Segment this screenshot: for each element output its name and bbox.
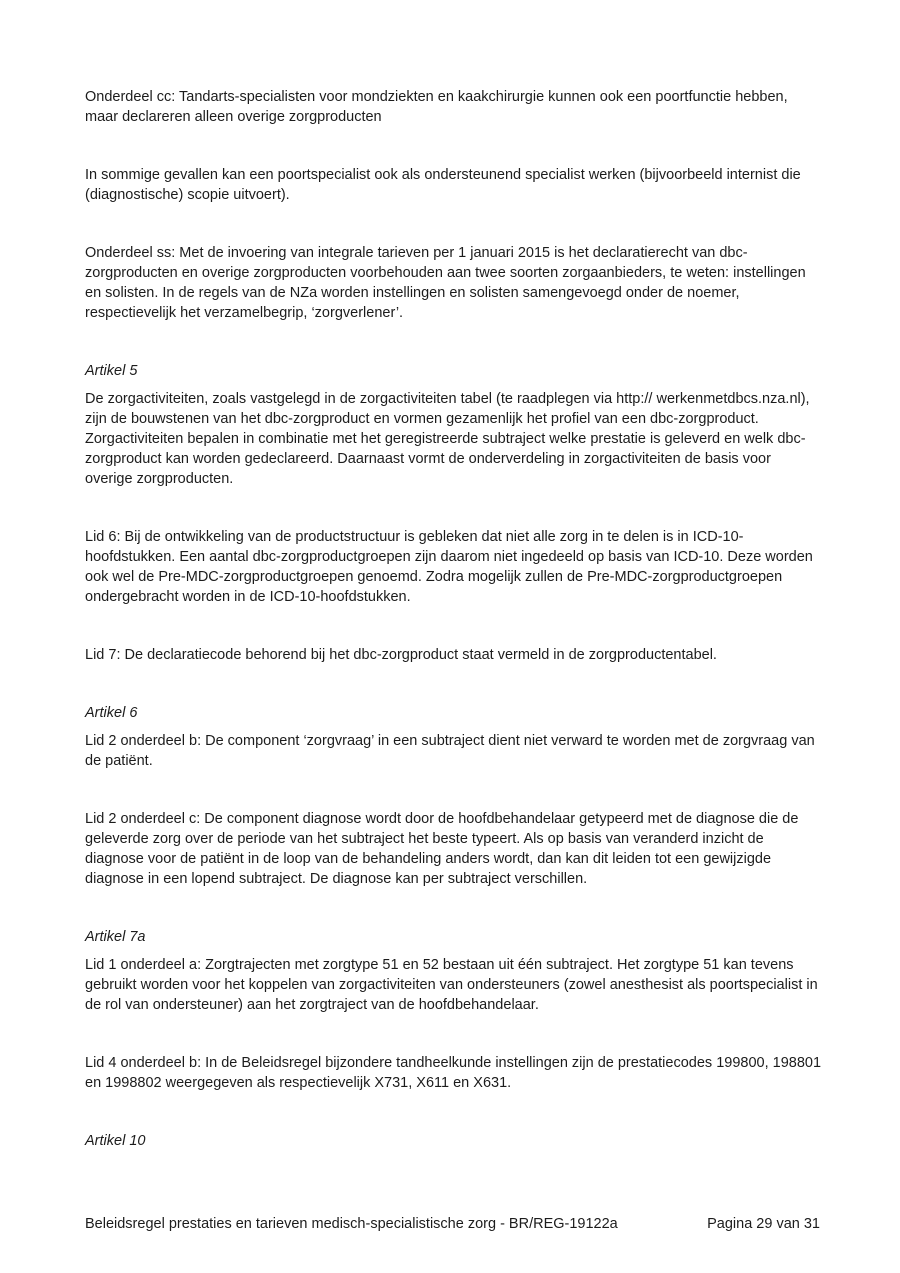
paragraph-lid-1-onderdeel-a: Lid 1 onderdeel a: Zorgtrajecten met zorgtype 51 en 52 bestaan uit één subtraject. Het zorgtype 51 kan tevens gebruikt worden voor het koppelen van zorgactiviteiten van ondersteuners (zowel anesthesist als poortspecialist in de rol van ondersteuner) aan het zorgtraject van de hoofdbehandelaar. [85, 957, 818, 1013]
page-footer [85, 1214, 820, 1234]
footer-page-number: Pagina 29 van 31 [707, 1216, 820, 1232]
footer-document-title: Beleidsregel prestaties en tarieven medisch-specialistische zorg - BR/REG-19122a [85, 1216, 618, 1232]
heading-artikel-10: Artikel 10 [85, 1133, 146, 1149]
paragraph-onderdeel-ss: Onderdeel ss: Met de invoering van integrale tarieven per 1 januari 2015 is het declaratierecht van dbc-zorgproducten en overige zorgproducten voorbehouden aan twee soorten zorgaanbieders, te weten: instellingen en solisten. In de regels van de NZa worden instellingen en solisten samengevoegd onder de noemer, respectievelijk het verzamelbegrip, ‘zorgverlener’. [85, 245, 806, 321]
heading-artikel-7a: Artikel 7a [85, 929, 146, 945]
paragraph-lid-4-onderdeel-b: Lid 4 onderdeel b: In de Beleidsregel bijzondere tandheelkunde instellingen zijn de prestatiecodes 199800, 198801 en 1998802 weergegeven als respectievelijk X731, X611 en X631. [85, 1055, 822, 1091]
heading-artikel-5: Artikel 5 [85, 363, 138, 379]
paragraph-lid-2-onderdeel-c: Lid 2 onderdeel c: De component diagnose wordt door de hoofdbehandelaar getypeerd met de diagnose die de geleverde zorg over de periode van het subtraject het beste typeert. Als op basis van veranderd inzicht de diagnose voor de patiënt in de loop van de behandeling anders wordt, dan kan dit leiden tot een gewijzigde diagnose in een lopend subtraject. De diagnose kan per subtraject verschillen. [85, 811, 799, 887]
paragraph-lid-2-onderdeel-b: Lid 2 onderdeel b: De component ‘zorgvraag’ in een subtraject dient niet verward te worden met de zorgvraag van de patiënt. [85, 733, 815, 769]
paragraph-zorgactiviteiten: De zorgactiviteiten, zoals vastgelegd in de zorgactiviteiten tabel (te raadplegen via http:// werkenmetdbcs.nza.nl), zijn de bouwstenen van het dbc-zorgproduct en vormen gezamenlijk het profiel van een dbc-zorgproduct. Zorgactiviteiten bepalen in combinatie met het geregistreerde subtraject welke prestatie is geleverd en welk dbc-zorgproduct kan worden gedeclareerd. Daarnaast vormt de onderverdeling in zorgactiviteiten de basis voor overige zorgproducten. [85, 391, 810, 487]
heading-artikel-6: Artikel 6 [85, 705, 138, 721]
document-content [85, 87, 822, 1159]
paragraph-lid-6: Lid 6: Bij de ontwikkeling van de productstructuur is gebleken dat niet alle zorg in te delen is in ICD-10-hoofdstukken. Een aantal dbc-zorgproductgroepen zijn daarom niet ingedeeld op basis van ICD-10. Deze worden ook wel de Pre-MDC-zorgproductgroepen genoemd. Zodra mogelijk zullen de Pre-MDC-zorgproductgroepen ondergebracht worden in de ICD-10-hoofdstukken. [85, 529, 813, 605]
paragraph-onderdeel-cc: Onderdeel cc: Tandarts-specialisten voor mondziekten en kaakchirurgie kunnen ook een poortfunctie hebben, maar declareren alleen overige zorgproducten [85, 89, 788, 125]
paragraph-lid-7: Lid 7: De declaratiecode behorend bij het dbc-zorgproduct staat vermeld in de zorgproductentabel. [85, 647, 717, 663]
paragraph-poortspecialist: In sommige gevallen kan een poortspecialist ook als ondersteunend specialist werken (bijvoorbeeld internist die (diagnostische) scopie uitvoert). [85, 167, 801, 203]
